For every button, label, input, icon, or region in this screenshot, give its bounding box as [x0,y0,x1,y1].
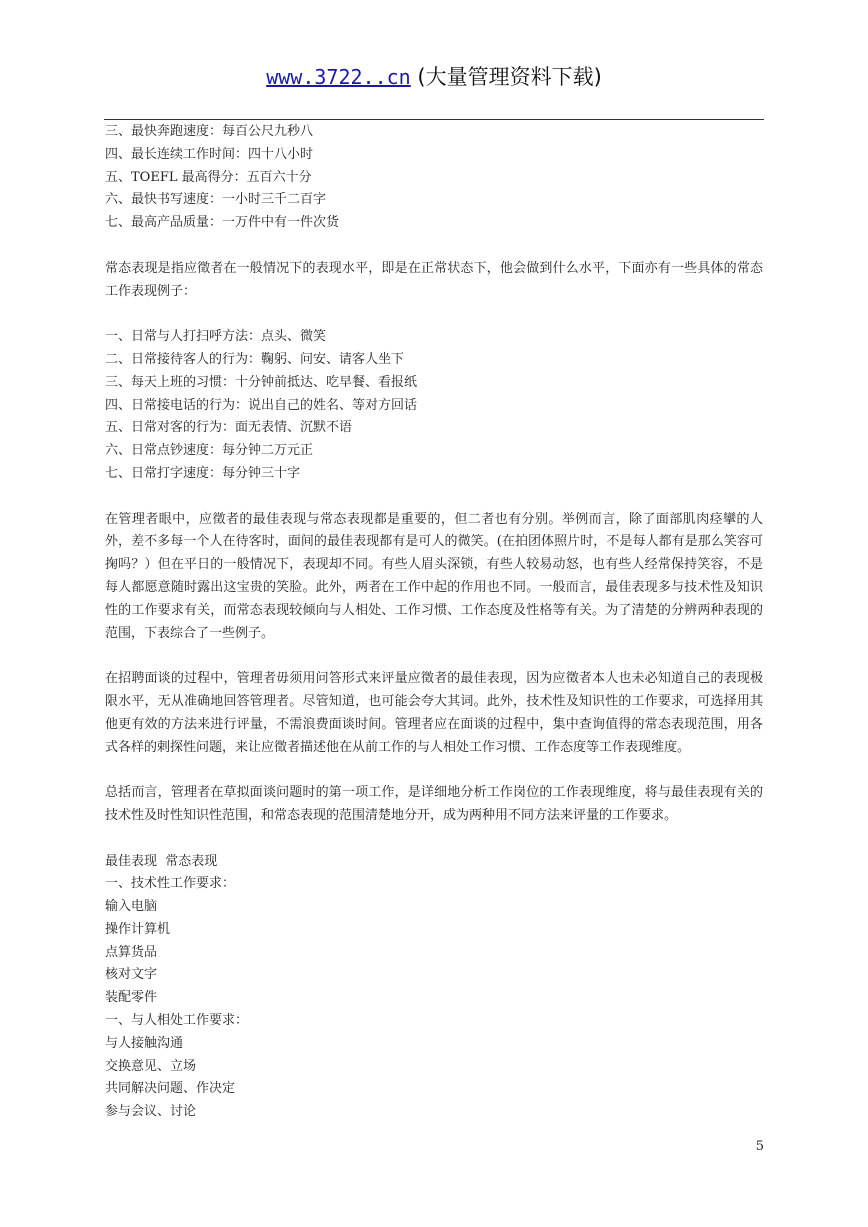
best-performance-list [105,121,763,235]
list-item: 输入电脑 [105,899,158,915]
list-item: 装配零件 [105,990,158,1006]
list-item: 共同解决问题、作决定 [105,1081,236,1097]
list-item: 四、最长连续工作时间：四十八小时 [105,146,314,162]
paragraph-normal-performance: 常态表现是指应徵者在一般情况下的表现水平，即是在正常状态下，他会做到什么水平，下面亦有一些具体的常态工作表现例子： [105,260,763,299]
normal-performance-list [105,326,763,486]
paragraph-manager-view: 在管理者眼中，应徵者的最佳表现与常态表现都是重要的，但二者也有分别。举例而言，除了面部肌肉痉攣的人外，差不多每一个人在待客时，面间的最佳表现都有是可人的微笑。(在拍团体照片时，不是每人都有是那么笑容可掬吗？）但在平日的一般情况下，表现却不同。有些人眉头深锁，有些人较易动怒，也有些人经常保持笑容，不是每人都愿意随时露出这宝贵的笑脸。此外，两者在工作中起的作用也不同。一般而言，最佳表现多与技术性及知识性的工作要求有关，而常态表现较倾向与人相处、工作习惯、工作态度及性格等有关。为了清楚的分辨两种表现的范围，下表综合了一些例子。 [105,511,763,641]
header-tagline: (大量管理资料下载) [417,65,602,89]
page-number: 5 [755,1139,764,1154]
list-heading: 最佳表现 常态表现 [105,853,218,869]
header-divider [104,119,764,120]
list-item: 与人接触沟通 [105,1035,184,1051]
list-item: 五、TOEFL 最高得分：五百六十分 [105,169,312,185]
list-item: 一、日常与人打扫呼方法：点头、微笑 [105,329,327,345]
list-item: 四、日常接电话的行为：说出自己的姓名、等对方回话 [105,397,418,413]
list-item: 七、最高产品质量：一万件中有一件次货 [105,215,340,231]
list-item: 二、日常接待客人的行为：鞠躬、问安、请客人坐下 [105,351,405,367]
list-item: 交换意见、立场 [105,1058,197,1074]
list-item: 六、最快书写速度：一小时三千二百字 [105,192,327,208]
list-item: 三、最快奔跑速度：每百公尺九秒八 [105,124,314,139]
paragraph-summary: 总括而言，管理者在草拟面谈问题时的第一项工作，是详细地分析工作岗位的工作表现维度，将与最佳表现有关的技术性及时性知识性范围，和常态表现的范围清楚地分开，成为两种用不同方法来评量的工作要求。 [105,785,763,823]
list-item: 操作计算机 [105,921,171,937]
list-item: 一、技术性工作要求： [105,876,236,892]
list-item: 点算货品 [105,944,158,960]
list-item: 参与会议、讨论 [105,1104,197,1120]
page-header [0,62,868,92]
list-item: 核对文字 [105,967,158,983]
document-body [105,121,763,1124]
list-item: 七、日常打字速度：每分钟三十字 [105,465,301,481]
paragraph-interview-process: 在招聘面谈的过程中，管理者毋须用问答形式来评量应徵者的最佳表现，因为应徵者本人也未必知道自己的表现极限水平，无从准确地回答管理者。尽管知道，也可能会夸大其词。此外，技术性及知识性的工作要求，可选择用其他更有效的方法来进行评量，不需浪费面谈时间。管理者应在面谈的过程中，集中查询值得的常态表现范围，用各式各样的剌探性问题，来让应徵者描述他在从前工作的与人相处工作习惯、工作态度等工作表现维度。 [105,671,763,755]
list-item: 一、与人相处工作要求： [105,1013,249,1029]
site-link[interactable]: www.3722..cn [266,65,411,89]
list-item: 五、日常对客的行为：面无表情、沉默不语 [105,420,353,436]
list-item: 六、日常点钞速度：每分钟二万元正 [105,443,314,459]
requirements-list [105,851,763,1125]
list-item: 三、每天上班的习惯：十分钟前抵达、吃早餐、看报纸 [105,374,418,390]
